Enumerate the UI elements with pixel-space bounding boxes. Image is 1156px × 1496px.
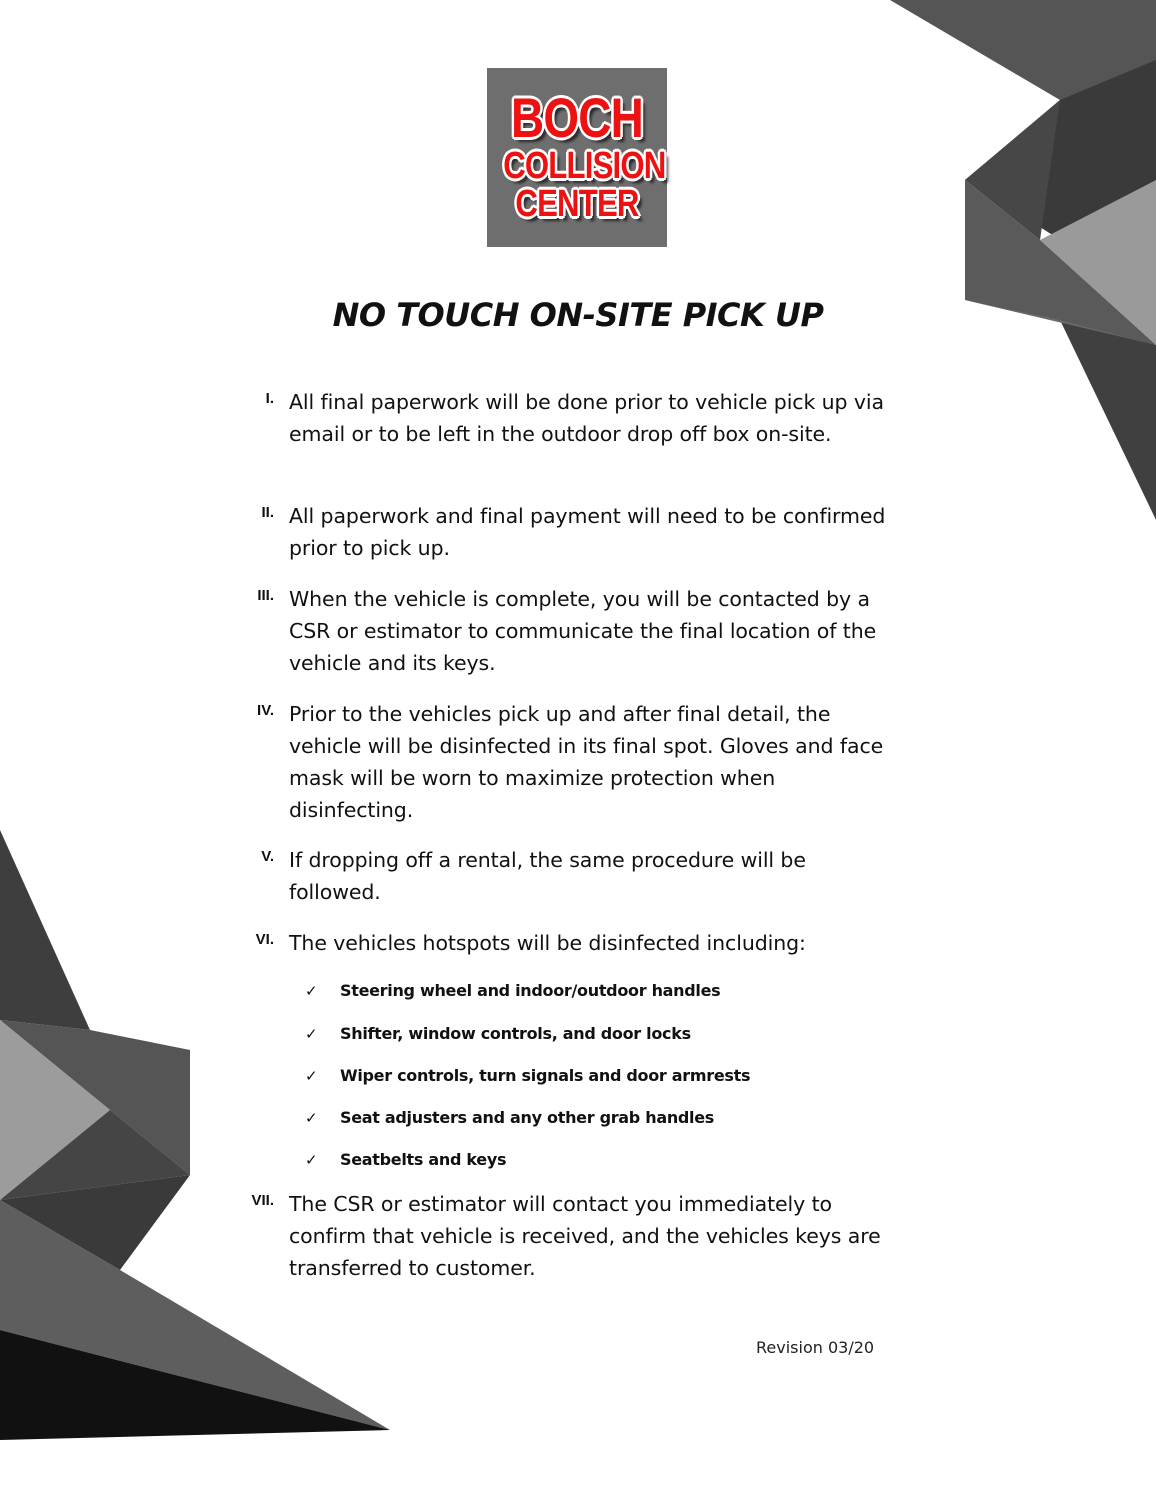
list-number: V. [261, 848, 274, 865]
logo-line-3: CENTER [515, 183, 639, 225]
logo-line-2: COLLISION [503, 145, 666, 187]
list-text: All paperwork and final payment will need to be confirmed prior to pick up. [289, 504, 886, 560]
check-icon: ✓ [305, 1151, 318, 1169]
logo-line-1: BOCH [511, 86, 643, 149]
list-text: Prior to the vehicles pick up and after final detail, the vehicle will be disinfected in its final spot. Gloves and face mask will be worn to maximize protection when disinfecting. [289, 702, 884, 822]
list-text: The vehicles hotspots will be disinfected including: [289, 931, 806, 955]
list-text: If dropping off a rental, the same procedure will be followed. [289, 848, 806, 904]
check-icon: ✓ [305, 1109, 318, 1127]
list-number: VI. [255, 931, 274, 948]
list-text: All final paperwork will be done prior to vehicle pick up via email or to be left in the outdoor drop off box on-site. [289, 390, 884, 446]
revision-label: Revision 03/20 [756, 1338, 875, 1357]
list-number: VII. [251, 1192, 274, 1209]
hotspot-text: Steering wheel and indoor/outdoor handles [340, 981, 721, 1000]
check-icon: ✓ [305, 1025, 318, 1043]
list-number: II. [261, 504, 274, 521]
hotspot-text: Wiper controls, turn signals and door armrests [340, 1066, 751, 1085]
list-number: IV. [257, 702, 274, 719]
page-title: NO TOUCH ON-SITE PICK UP [332, 296, 824, 334]
list-text: The CSR or estimator will contact you immediately to confirm that vehicle is received, and the vehicles keys are transferred to customer. [289, 1192, 881, 1280]
hotspot-text: Seatbelts and keys [340, 1150, 507, 1169]
check-icon: ✓ [305, 982, 318, 1000]
list-text: When the vehicle is complete, you will be contacted by a CSR or estimator to communicate the final location of the vehicle and its keys. [289, 587, 877, 675]
list-number: III. [257, 587, 274, 604]
check-icon: ✓ [305, 1067, 318, 1085]
list-number: I. [265, 390, 274, 407]
company-logo [487, 68, 667, 247]
hotspot-text: Shifter, window controls, and door locks [340, 1024, 691, 1043]
hotspot-text: Seat adjusters and any other grab handles [340, 1108, 715, 1127]
